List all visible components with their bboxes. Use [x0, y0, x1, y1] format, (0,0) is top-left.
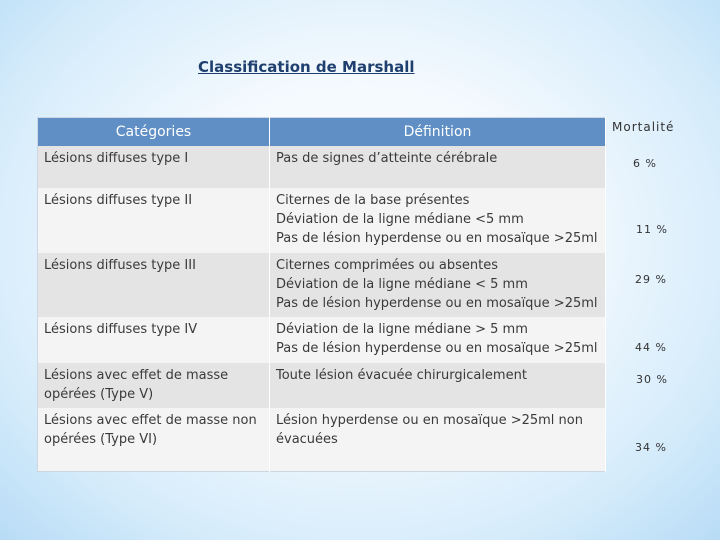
header-categories: Catégories [38, 118, 270, 147]
definition-cell [270, 408, 606, 471]
table-row [38, 188, 606, 253]
mortality-value: 34 % [635, 441, 667, 454]
definition-cell [270, 253, 606, 317]
table-row [38, 146, 606, 188]
category-text: Lésions avec effet de masse non [44, 413, 257, 428]
table-row [38, 317, 606, 363]
category-text: opérées (Type VI) [44, 432, 158, 447]
definition-text: Déviation de la ligne médiane <5 mm [276, 212, 524, 227]
definition-cell [270, 363, 606, 408]
table-row [38, 363, 606, 408]
category-cell [38, 363, 270, 408]
category-cell [38, 408, 270, 471]
table-row [38, 253, 606, 317]
definition-text: Lésion hyperdense ou en mosaïque >25ml non [276, 413, 583, 428]
mortality-value: 44 % [635, 341, 667, 354]
category-cell [38, 188, 270, 253]
definition-text: Pas de lésion hyperdense ou en mosaïque >25ml [276, 296, 598, 311]
table-header-row [38, 118, 606, 147]
definition-text: évacuées [276, 432, 338, 447]
category-text: Lésions diffuses type II [44, 193, 193, 208]
definition-text: Pas de lésion hyperdense ou en mosaïque >25ml [276, 341, 598, 356]
category-cell [38, 146, 270, 188]
definition-text: Pas de lésion hyperdense ou en mosaïque >25ml [276, 231, 598, 246]
definition-text: Toute lésion évacuée chirurgicalement [276, 368, 527, 383]
category-text: Lésions avec effet de masse [44, 368, 229, 383]
category-text: Lésions diffuses type III [44, 258, 196, 273]
table-row [38, 408, 606, 471]
definition-text: Déviation de la ligne médiane > 5 mm [276, 322, 528, 337]
definition-cell [270, 188, 606, 253]
category-text: opérées (Type V) [44, 387, 154, 402]
mortality-value: 30 % [636, 373, 668, 386]
page-title: Classification de Marshall [198, 58, 415, 76]
definition-cell [270, 317, 606, 363]
category-cell [38, 253, 270, 317]
definition-text: Déviation de la ligne médiane < 5 mm [276, 277, 528, 292]
mortality-value: 6 % [633, 157, 657, 170]
definition-text: Pas de signes d’atteinte cérébrale [276, 151, 498, 166]
definition-text: Citernes de la base présentes [276, 193, 470, 208]
definition-text: Citernes comprimées ou absentes [276, 258, 499, 273]
definition-cell [270, 146, 606, 188]
mortality-value: 29 % [635, 273, 667, 286]
marshall-table [37, 117, 606, 472]
header-definition: Définition [270, 118, 606, 147]
mortality-value: 11 % [636, 223, 668, 236]
category-cell [38, 317, 270, 363]
category-text: Lésions diffuses type IV [44, 322, 198, 337]
mortality-header: Mortalité [612, 120, 675, 134]
category-text: Lésions diffuses type I [44, 151, 189, 166]
